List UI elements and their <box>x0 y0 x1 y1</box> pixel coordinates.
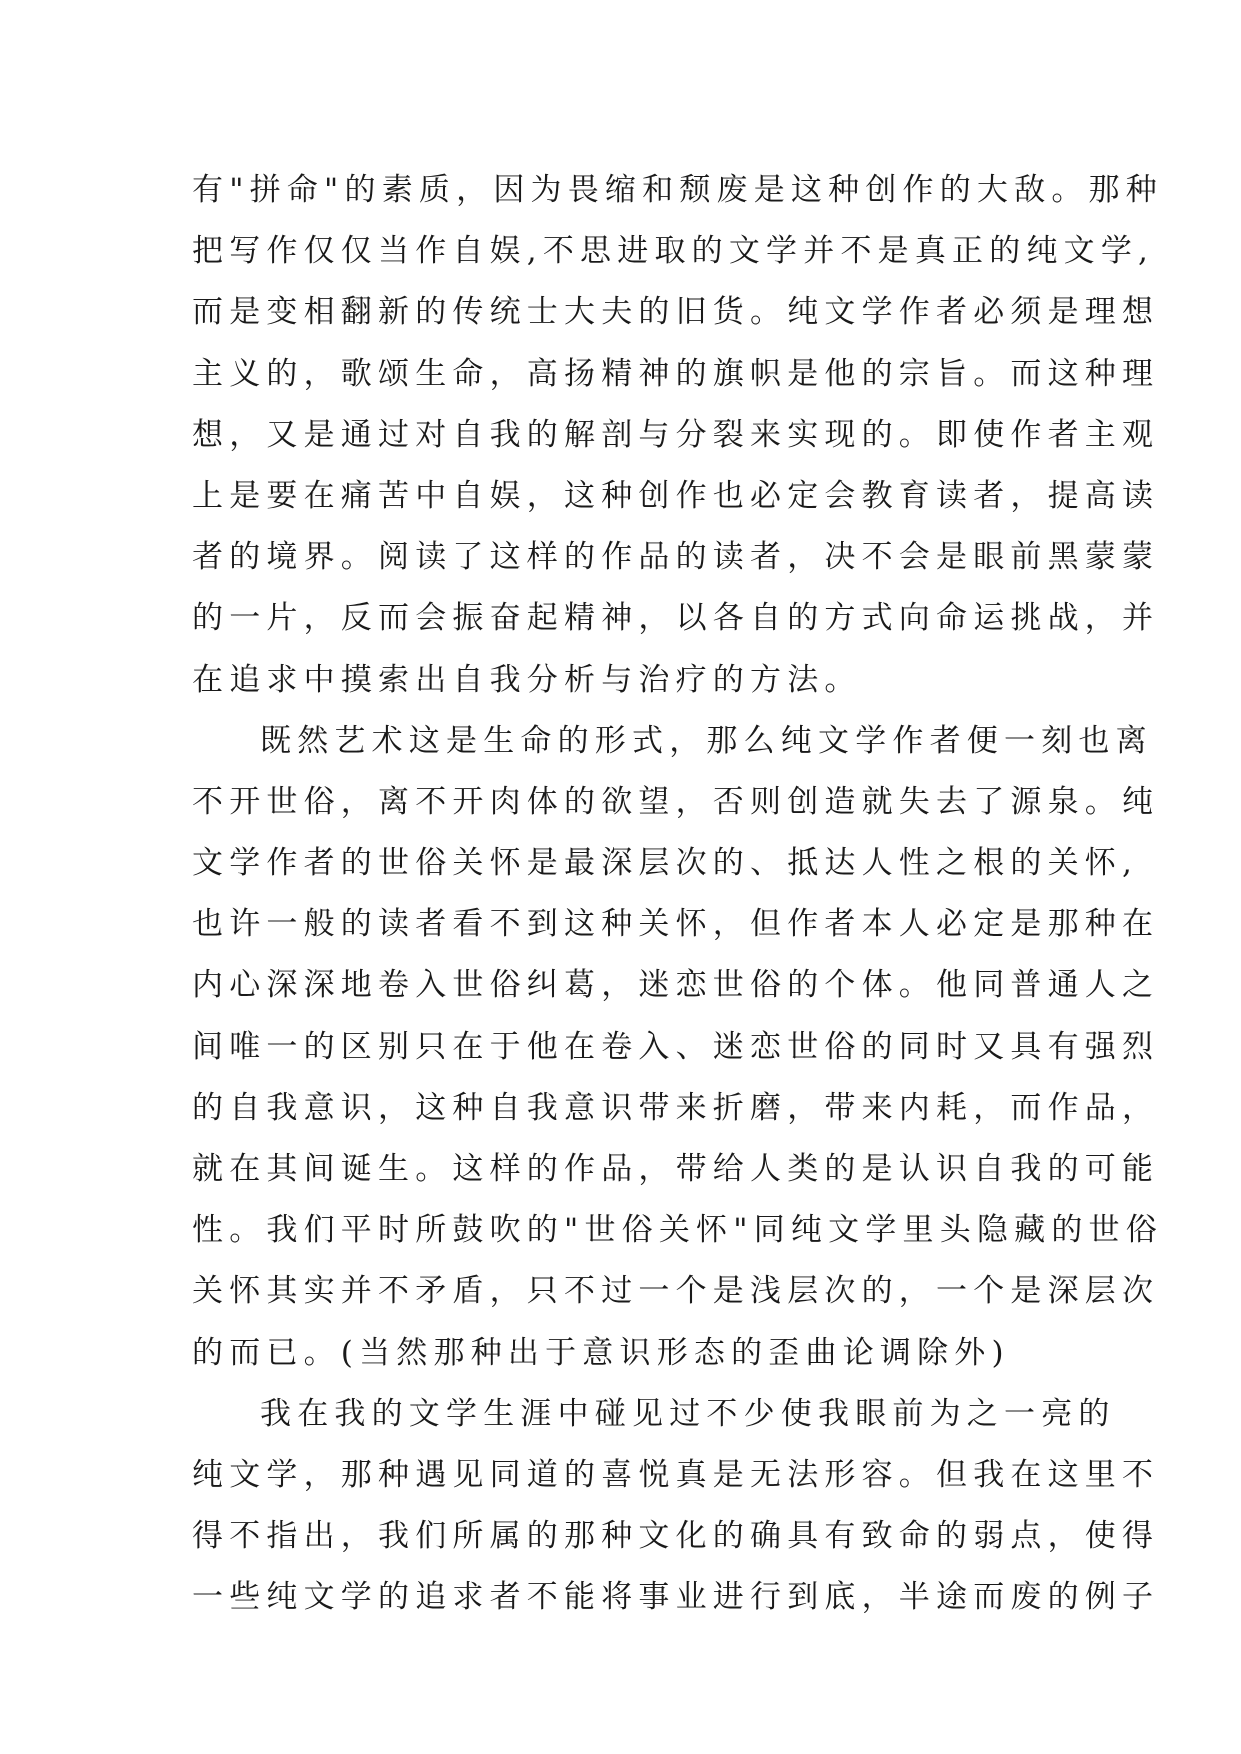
text-line: 内心深深地卷入世俗纠葛，迷恋世俗的个体。他同普通人之 <box>192 967 1160 1004</box>
text-line: 不开世俗，离不开肉体的欲望，否则创造就失去了源泉。纯 <box>192 783 1160 820</box>
text-line: 把写作仅仅当作自娱,不思进取的文学并不是真正的纯文学, <box>192 233 1155 270</box>
body-text <box>192 160 1163 1629</box>
text-line: 上是要在痛苦中自娱，这种创作也必定会教育读者，提高读 <box>192 477 1160 514</box>
text-line: 的而已。(当然那种出于意识形态的歪曲论调除外) <box>192 1334 1010 1371</box>
paragraph-first-line: 既然艺术这是生命的形式，那么纯文学作者便一刻也离 <box>260 722 1153 759</box>
text-line: 纯文学，那种遇见同道的喜悦真是无法形容。但我在这里不 <box>192 1456 1160 1493</box>
text-line: 也许一般的读者看不到这种关怀，但作者本人必定是那种在 <box>192 906 1160 943</box>
text-line: 想，又是通过对自我的解剖与分裂来实现的。即使作者主观 <box>192 416 1160 453</box>
text-line: 有"拼命"的素质，因为畏缩和颓废是这种创作的大敌。那种 <box>192 172 1163 208</box>
paragraph-first-line: 我在我的文学生涯中碰见过不少使我眼前为之一亮的 <box>260 1395 1116 1432</box>
text-line: 主义的，歌颂生命，高扬精神的旗帜是他的宗旨。而这种理 <box>192 355 1160 392</box>
text-line: 者的境界。阅读了这样的作品的读者，决不会是眼前黑蒙蒙 <box>192 539 1160 576</box>
text-line: 一些纯文学的追求者不能将事业进行到底，半途而废的例子 <box>192 1579 1160 1616</box>
text-line: 在追求中摸索出自我分析与治疗的方法。 <box>192 661 862 698</box>
text-line: 就在其间诞生。这样的作品，带给人类的是认识自我的可能 <box>192 1151 1160 1187</box>
text-line: 文学作者的世俗关怀是最深层次的、抵达人性之根的关怀, <box>192 845 1139 882</box>
text-line: 性。我们平时所鼓吹的"世俗关怀"同纯文学里头隐藏的世俗 <box>192 1212 1163 1249</box>
text-line: 关怀其实并不矛盾，只不过一个是浅层次的，一个是深层次 <box>192 1273 1160 1310</box>
text-line: 的一片，反而会振奋起精神，以各自的方式向命运挑战，并 <box>192 600 1160 637</box>
text-line: 的自我意识，这种自我意识带来折磨，带来内耗，而作品， <box>192 1089 1160 1126</box>
text-line: 得不指出，我们所属的那种文化的确具有致命的弱点，使得 <box>192 1518 1160 1555</box>
text-line: 而是变相翻新的传统士大夫的旧货。纯文学作者必须是理想 <box>192 294 1160 331</box>
text-line: 间唯一的区别只在于他在卷入、迷恋世俗的同时又具有强烈 <box>192 1028 1160 1065</box>
